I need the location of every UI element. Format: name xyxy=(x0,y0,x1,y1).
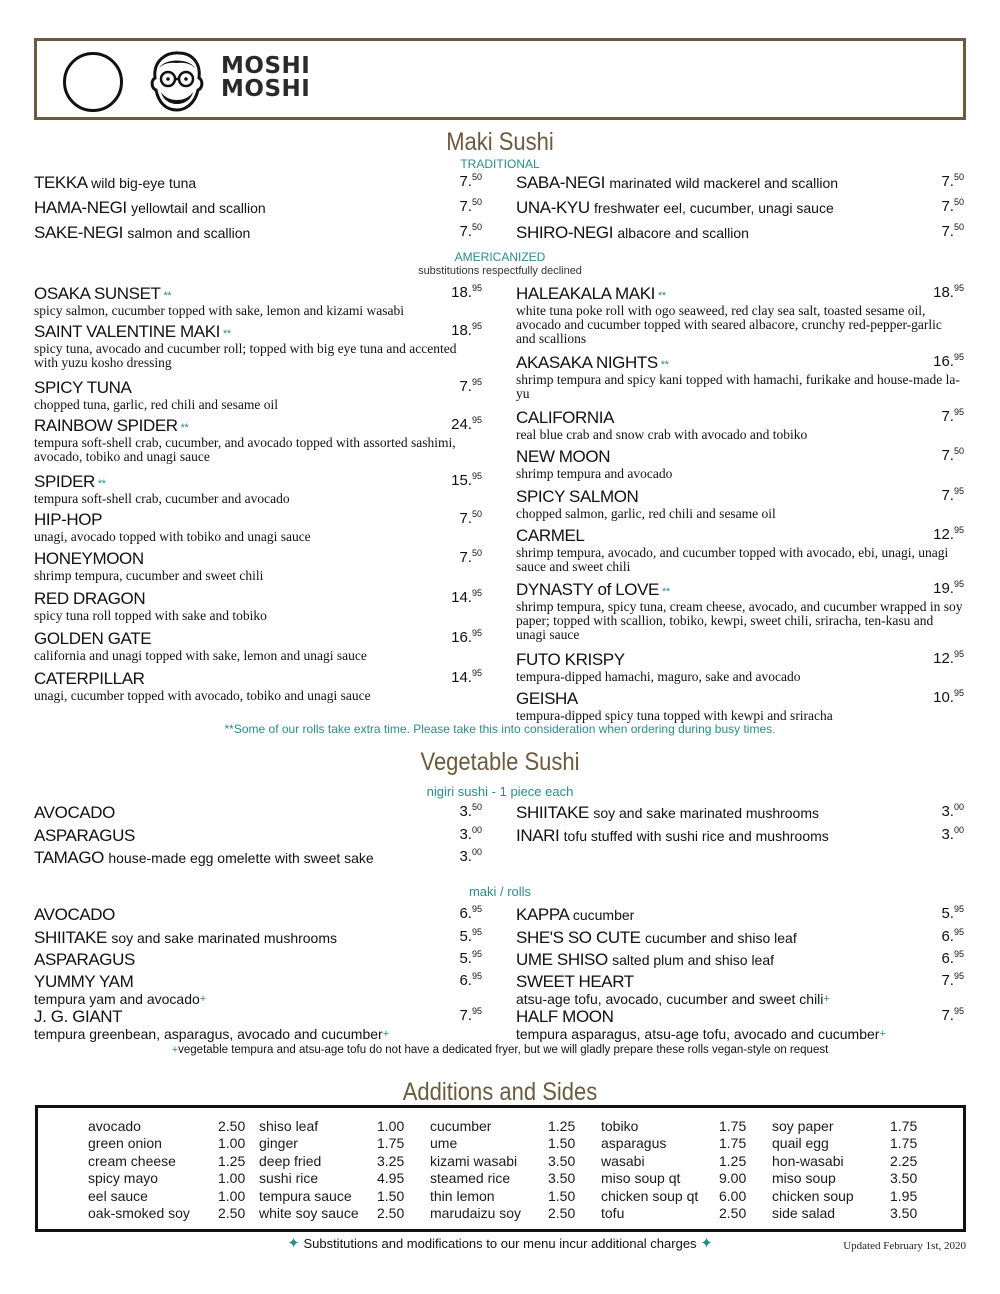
item-price: 7.95 xyxy=(941,486,964,504)
item-price: 3.50 xyxy=(459,802,482,820)
americanized-left-column xyxy=(34,284,482,709)
item-description: shrimp tempura, spicy tuna, cream cheese, avocado, and cucumber wrapped in soy paper; topped with scallion, tobiko, kewpi, sweet chili, sriracha, ten-kasu and unagi sauce xyxy=(516,599,963,642)
item-description: spicy tuna, avocado and cucumber roll; topped with big eye tuna and accented with yuzu kosho dressing xyxy=(34,341,457,370)
addition-price: 2.50 xyxy=(548,1204,576,1221)
item-name: SPIDER ** xyxy=(34,472,106,491)
item-description: shrimp tempura, cucumber and sweet chili xyxy=(34,568,264,583)
addition-name: eel sauce xyxy=(88,1187,148,1204)
item-name: ASPARAGUS xyxy=(34,949,135,969)
item-price: 7.50 xyxy=(459,509,482,527)
item-price: 14.95 xyxy=(451,588,482,606)
menu-item xyxy=(34,1007,482,1042)
item-name: SWEET HEART xyxy=(516,972,634,991)
item-price: 19.95 xyxy=(933,579,964,597)
addition-name: miso soup qt xyxy=(601,1170,681,1187)
item-description: shrimp tempura and avocado xyxy=(516,466,673,481)
item-inline-description: yellowtail and scallion xyxy=(131,200,266,216)
addition-price: 2.50 xyxy=(218,1204,246,1221)
item-price: 18.95 xyxy=(451,321,482,339)
addition-price: 1.00 xyxy=(218,1170,246,1187)
item-price: 6.95 xyxy=(941,948,964,967)
addition-name: wasabi xyxy=(601,1152,645,1169)
addition-name: hon-wasabi xyxy=(772,1152,844,1169)
menu-item xyxy=(34,284,482,322)
item-description: california and unagi topped with sake, lemon and unagi sauce xyxy=(34,648,367,663)
nigiri-left-column xyxy=(34,803,482,871)
item-name: RED DRAGON xyxy=(34,589,146,608)
addition-item xyxy=(259,1205,419,1222)
item-price: 5.95 xyxy=(941,904,964,922)
menu-item xyxy=(34,972,482,1007)
item-description: tempura-dipped spicy tuna topped with kewpi and sriracha xyxy=(516,708,833,723)
addition-name: chicken soup xyxy=(772,1187,854,1204)
extra-time-marker: ** xyxy=(660,359,669,371)
item-price: 15.95 xyxy=(451,471,482,489)
addition-name: shiso leaf xyxy=(259,1118,319,1134)
item-price: 7.50 xyxy=(459,197,482,215)
menu-item xyxy=(516,284,964,353)
item-description: tempura soft-shell crab, cucumber and avocado xyxy=(34,491,290,506)
item-description: spicy salmon, cucumber topped with sake, lemon and kizami wasabi xyxy=(34,303,405,318)
additions-column xyxy=(259,1118,419,1222)
item-description: white tuna poke roll with ogo seaweed, red clay sea salt, toasted sesame oil, avocado and cucumber topped with seared albacore, crunchy red-pepper-garlic and scallions xyxy=(516,303,942,346)
addition-price: 9.00 xyxy=(719,1170,747,1187)
addition-name: chicken soup qt xyxy=(601,1187,699,1204)
nigiri-label: nigiri sushi - 1 piece each xyxy=(426,784,574,799)
menu-item xyxy=(516,198,964,223)
additions-column xyxy=(88,1118,248,1222)
item-price: 24.95 xyxy=(451,415,482,433)
menu-item xyxy=(34,848,482,871)
menu-item xyxy=(34,173,482,198)
menu-item xyxy=(34,905,482,928)
addition-name: deep fried xyxy=(259,1152,322,1169)
item-name: GOLDEN GATE xyxy=(34,629,152,648)
item-price: 7.50 xyxy=(941,172,964,190)
menu-item xyxy=(34,669,482,709)
addition-price: 6.00 xyxy=(719,1187,747,1204)
addition-item xyxy=(601,1170,761,1187)
menu-item xyxy=(516,526,964,580)
veg-maki-right-column xyxy=(516,905,964,1042)
addition-name: cream cheese xyxy=(88,1152,176,1169)
addition-name: ginger xyxy=(259,1135,298,1152)
menu-item xyxy=(34,416,482,472)
item-price: 12.95 xyxy=(933,525,964,543)
addition-name: steamed rice xyxy=(430,1170,511,1187)
item-name: SAINT VALENTINE MAKI ** xyxy=(34,322,231,341)
addition-name: spicy mayo xyxy=(88,1170,159,1187)
item-price: 7.95 xyxy=(459,1006,482,1024)
addition-item xyxy=(601,1118,761,1135)
addition-price: 4.95 xyxy=(377,1170,405,1187)
item-price: 7.50 xyxy=(459,222,482,240)
addition-name: thin lemon xyxy=(430,1187,495,1204)
addition-name: white soy sauce xyxy=(259,1204,359,1221)
item-description: tempura-dipped hamachi, maguro, sake and avocado xyxy=(516,669,801,684)
item-inline-description: salmon and scallion xyxy=(127,225,251,241)
veg-maki-left-column xyxy=(34,905,482,1042)
addition-price: 1.00 xyxy=(377,1118,405,1134)
addition-price: 2.25 xyxy=(890,1152,918,1169)
addition-price: 1.75 xyxy=(719,1118,747,1134)
addition-item xyxy=(430,1188,590,1205)
addition-item xyxy=(88,1118,248,1135)
addition-item xyxy=(772,1170,932,1187)
item-description: atsu-age tofu, avocado, cucumber and sweet chili+ xyxy=(516,991,830,1007)
item-name: HONEYMOON xyxy=(34,549,144,568)
extra-time-marker: ** xyxy=(163,290,172,302)
menu-item xyxy=(516,972,964,1007)
addition-item xyxy=(259,1153,419,1170)
americanized-right-column xyxy=(516,284,964,729)
item-name: SABA-NEGI marinated wild mackerel and scallion xyxy=(516,173,839,192)
extra-time-note: **Some of our rolls take extra time. Please take this into consideration when ordering during busy times. xyxy=(224,722,776,736)
additions-column xyxy=(772,1118,932,1222)
item-price: 7.50 xyxy=(941,446,964,464)
item-price: 18.95 xyxy=(451,283,482,301)
item-description: shrimp tempura and spicy kani topped with hamachi, furikake and house-made la-yu xyxy=(516,372,960,401)
item-inline-description: soy and sake marinated mushrooms xyxy=(111,930,338,946)
item-description: shrimp tempura, avocado, and cucumber topped with avocado, ebi, unagi, unagi sauce and sweet chili xyxy=(516,545,949,574)
americanized-note: substitutions respectfully declined xyxy=(418,265,582,277)
addition-price: 1.75 xyxy=(719,1135,747,1152)
item-inline-description: wild big-eye tuna xyxy=(91,175,197,191)
addition-item xyxy=(88,1153,248,1170)
item-price: 6.95 xyxy=(459,904,482,922)
vegan-note-marker: + xyxy=(823,993,830,1005)
addition-price: 1.00 xyxy=(218,1187,246,1204)
item-inline-description: albacore and scallion xyxy=(617,225,749,241)
item-name: HAMA-NEGI yellowtail and scallion xyxy=(34,198,266,217)
item-name: J. G. GIANT xyxy=(34,1007,123,1026)
menu-item xyxy=(34,378,482,416)
item-name: HIP-HOP xyxy=(34,510,103,529)
menu-item xyxy=(516,173,964,198)
addition-price: 1.25 xyxy=(218,1152,246,1169)
menu-item xyxy=(34,950,482,973)
item-description: tempura yam and avocado+ xyxy=(34,991,207,1007)
item-description: tempura greenbean, asparagus, avocado and cucumber+ xyxy=(34,1026,390,1042)
item-inline-description: cucumber and shiso leaf xyxy=(644,930,797,946)
item-price: 3.00 xyxy=(459,824,482,843)
item-description: chopped tuna, garlic, red chili and sesame oil xyxy=(34,397,279,412)
item-inline-description: cucumber xyxy=(572,907,635,923)
item-name: SHE'S SO CUTE cucumber and shiso leaf xyxy=(516,928,797,947)
additions-column xyxy=(430,1118,590,1222)
vegan-note-marker: + xyxy=(879,1028,886,1040)
item-name: SHIRO-NEGI albacore and scallion xyxy=(516,223,749,242)
menu-item xyxy=(34,198,482,223)
item-price: 7.95 xyxy=(459,377,482,395)
item-name: NEW MOON xyxy=(516,447,611,466)
addition-price: 1.75 xyxy=(890,1135,918,1152)
item-name: YUMMY YAM xyxy=(34,972,134,991)
vegan-note-marker: + xyxy=(199,993,207,1005)
menu-item xyxy=(516,650,964,689)
menu-item xyxy=(516,803,964,826)
menu-item xyxy=(516,905,964,928)
addition-price: 3.50 xyxy=(548,1170,576,1187)
maki-sushi-title: Maki Sushi xyxy=(446,128,554,156)
item-name: TAMAGO house-made egg omelette with sweet sake xyxy=(34,848,374,867)
menu-item xyxy=(34,928,482,950)
menu-item xyxy=(34,589,482,629)
addition-name: miso soup xyxy=(772,1170,836,1187)
addition-name: ume xyxy=(430,1135,458,1152)
item-inline-description: soy and sake marinated mushrooms xyxy=(593,805,820,821)
item-price: 16.95 xyxy=(933,352,964,370)
item-name: GEISHA xyxy=(516,689,578,708)
menu-item xyxy=(34,629,482,669)
menu-item xyxy=(516,928,964,950)
traditional-left-column xyxy=(34,173,482,248)
addition-price: 1.25 xyxy=(548,1118,576,1134)
item-price: 14.95 xyxy=(451,668,482,686)
addition-price: 1.95 xyxy=(890,1187,918,1204)
item-name: SPICY SALMON xyxy=(516,487,639,506)
item-inline-description: marinated wild mackerel and scallion xyxy=(609,175,839,191)
addition-item xyxy=(88,1170,248,1187)
sparkle-icon: ✦ xyxy=(287,1235,300,1252)
addition-price: 3.25 xyxy=(377,1152,405,1169)
extra-time-marker: ** xyxy=(97,478,106,490)
addition-item xyxy=(601,1135,761,1152)
item-description: tempura asparagus, atsu-age tofu, avocado and cucumber+ xyxy=(516,1026,886,1042)
item-price: 5.95 xyxy=(459,948,482,967)
addition-price: 2.50 xyxy=(377,1204,405,1221)
item-name: OSAKA SUNSET ** xyxy=(34,284,172,303)
addition-price: 1.50 xyxy=(548,1187,576,1204)
addition-name: cucumber xyxy=(430,1118,492,1134)
item-inline-description: freshwater eel, cucumber, unagi sauce xyxy=(594,200,834,216)
item-name: AVOCADO xyxy=(34,803,115,822)
addition-price: 1.50 xyxy=(377,1187,405,1204)
item-price: 7.50 xyxy=(459,548,482,566)
addition-item xyxy=(259,1170,419,1187)
menu-item xyxy=(516,950,964,973)
addition-name: tofu xyxy=(601,1204,625,1221)
addition-item xyxy=(430,1153,590,1170)
addition-name: tobiko xyxy=(601,1118,639,1134)
item-price: 18.95 xyxy=(933,283,964,301)
addition-price: 3.50 xyxy=(890,1204,918,1221)
addition-name: side salad xyxy=(772,1204,836,1221)
item-name: ASPARAGUS xyxy=(34,825,135,845)
additions-column xyxy=(601,1118,761,1222)
item-price: 6.95 xyxy=(941,927,964,945)
item-price: 5.95 xyxy=(459,927,482,945)
face-logo-icon xyxy=(145,48,209,114)
addition-item xyxy=(88,1205,248,1222)
item-name: UNA-KYU freshwater eel, cucumber, unagi sauce xyxy=(516,198,834,217)
sparkle-icon: ✦ xyxy=(700,1235,713,1252)
additions-title: Additions and Sides xyxy=(402,1078,598,1106)
menu-item xyxy=(516,408,964,447)
item-price: 6.95 xyxy=(459,971,482,989)
addition-price: 1.50 xyxy=(548,1135,576,1152)
item-price: 16.95 xyxy=(451,628,482,646)
addition-item xyxy=(601,1153,761,1170)
item-name: AKASAKA NIGHTS ** xyxy=(516,353,669,372)
vegetable-sushi-title: Vegetable Sushi xyxy=(420,748,580,776)
extra-time-marker: ** xyxy=(661,586,670,598)
item-name: DYNASTY of LOVE ** xyxy=(516,580,670,599)
circle-logo-icon xyxy=(63,52,123,112)
menu-item xyxy=(516,826,964,849)
additions-box xyxy=(35,1105,966,1232)
traditional-right-column xyxy=(516,173,964,248)
menu-item xyxy=(34,549,482,589)
addition-item xyxy=(772,1205,932,1222)
addition-item xyxy=(88,1188,248,1205)
addition-item xyxy=(430,1118,590,1135)
item-price: 7.50 xyxy=(459,172,482,190)
addition-name: quail egg xyxy=(772,1135,829,1152)
addition-item xyxy=(772,1188,932,1205)
item-name: AVOCADO xyxy=(34,905,115,924)
addition-item xyxy=(772,1118,932,1135)
addition-name: asparagus xyxy=(601,1135,667,1152)
item-name: TEKKA wild big-eye tuna xyxy=(34,173,197,192)
traditional-label: TRADITIONAL xyxy=(460,157,540,171)
item-description: spicy tuna roll topped with sake and tobiko xyxy=(34,608,267,623)
menu-item xyxy=(516,487,964,526)
item-name: KAPPA cucumber xyxy=(516,905,635,924)
addition-item xyxy=(259,1188,419,1205)
item-price: 7.50 xyxy=(941,197,964,215)
menu-item xyxy=(34,510,482,549)
nigiri-right-column xyxy=(516,803,964,848)
item-name: CALIFORNIA xyxy=(516,408,615,427)
menu-item xyxy=(516,223,964,248)
item-name: SAKE-NEGI salmon and scallion xyxy=(34,223,251,242)
addition-item xyxy=(601,1188,761,1205)
menu-item xyxy=(34,803,482,826)
item-price: 3.00 xyxy=(459,847,482,865)
addition-item xyxy=(259,1118,419,1135)
maki-rolls-label: maki / rolls xyxy=(468,884,532,899)
extra-time-marker: ** xyxy=(657,290,666,302)
extra-time-marker: ** xyxy=(180,422,189,434)
addition-item xyxy=(601,1205,761,1222)
addition-price: 1.75 xyxy=(890,1118,918,1134)
addition-item xyxy=(430,1135,590,1152)
menu-item xyxy=(34,322,482,378)
addition-name: soy paper xyxy=(772,1118,834,1134)
item-name: HALF MOON xyxy=(516,1007,614,1026)
extra-time-marker: ** xyxy=(222,328,231,340)
item-price: 3.00 xyxy=(941,824,964,843)
addition-name: kizami wasabi xyxy=(430,1152,518,1169)
addition-name: green onion xyxy=(88,1135,162,1152)
item-price: 7.95 xyxy=(941,1006,964,1024)
item-name: SHIITAKE soy and sake marinated mushrooms xyxy=(34,928,338,947)
addition-price: 1.25 xyxy=(719,1152,747,1169)
item-description: real blue crab and snow crab with avocado and tobiko xyxy=(516,427,808,442)
addition-price: 3.50 xyxy=(548,1152,576,1169)
addition-price: 1.00 xyxy=(218,1135,246,1152)
menu-item xyxy=(516,1007,964,1042)
addition-name: avocado xyxy=(88,1118,141,1134)
addition-price: 3.50 xyxy=(890,1170,918,1187)
item-name: HALEAKALA MAKI ** xyxy=(516,284,666,303)
updated-date: Updated February 1st, 2020 xyxy=(843,1240,966,1252)
addition-name: marudaizu soy xyxy=(430,1204,522,1221)
item-name: CATERPILLAR xyxy=(34,669,145,688)
addition-item xyxy=(88,1135,248,1152)
item-name: CARMEL xyxy=(516,526,585,545)
addition-item xyxy=(430,1205,590,1222)
item-description: unagi, avocado topped with tobiko and unagi sauce xyxy=(34,529,311,544)
menu-item xyxy=(34,223,482,248)
item-price: 7.95 xyxy=(941,407,964,425)
menu-item xyxy=(34,826,482,849)
menu-item xyxy=(516,447,964,487)
item-description: chopped salmon, garlic, red chili and sesame oil xyxy=(516,506,776,521)
item-name: RAINBOW SPIDER ** xyxy=(34,416,189,435)
item-price: 12.95 xyxy=(933,649,964,667)
item-price: 7.95 xyxy=(941,971,964,989)
item-description: unagi, cucumber topped with avocado, tobiko and unagi sauce xyxy=(34,688,371,703)
addition-item xyxy=(430,1170,590,1187)
addition-price: 2.50 xyxy=(218,1118,246,1134)
addition-item xyxy=(772,1135,932,1152)
brand-logo-text: MOSHI MOSHI xyxy=(221,53,311,102)
addition-price: 1.75 xyxy=(377,1135,405,1152)
substitutions-footer: ✦ Substitutions and modifications to our menu incur additional charges ✦ xyxy=(287,1235,713,1252)
item-price: 7.50 xyxy=(941,222,964,240)
addition-item xyxy=(259,1135,419,1152)
item-description: tempura soft-shell crab, cucumber, and avocado topped with assorted sashimi, avocado, tobiko and unagi sauce xyxy=(34,435,456,464)
addition-name: oak-smoked soy xyxy=(88,1204,190,1221)
addition-item xyxy=(772,1153,932,1170)
item-name: INARI tofu stuffed with sushi rice and mushrooms xyxy=(516,825,829,845)
item-inline-description: house-made egg omelette with sweet sake xyxy=(108,850,374,866)
item-price: 10.95 xyxy=(933,688,964,706)
menu-item xyxy=(516,580,964,650)
menu-item xyxy=(516,353,964,408)
item-name: FUTO KRISPY xyxy=(516,650,625,669)
menu-item xyxy=(34,472,482,510)
americanized-label: AMERICANIZED xyxy=(454,250,546,264)
addition-name: tempura sauce xyxy=(259,1187,352,1204)
fryer-note: +vegetable tempura and atsu-age tofu do not have a dedicated fryer, but we will gladly prepare these rolls vegan-style on request xyxy=(171,1044,829,1056)
item-name: UME SHISO salted plum and shiso leaf xyxy=(516,949,775,969)
addition-name: sushi rice xyxy=(259,1170,319,1187)
item-name: SPICY TUNA xyxy=(34,378,132,397)
item-inline-description: tofu stuffed with sushi rice and mushrooms xyxy=(563,827,829,844)
vegan-note-marker: + xyxy=(382,1028,390,1040)
item-name: SHIITAKE soy and sake marinated mushrooms xyxy=(516,803,820,822)
item-inline-description: salted plum and shiso leaf xyxy=(612,951,775,968)
header-box xyxy=(34,38,966,120)
addition-price: 2.50 xyxy=(719,1204,747,1221)
item-price: 3.00 xyxy=(941,802,964,820)
